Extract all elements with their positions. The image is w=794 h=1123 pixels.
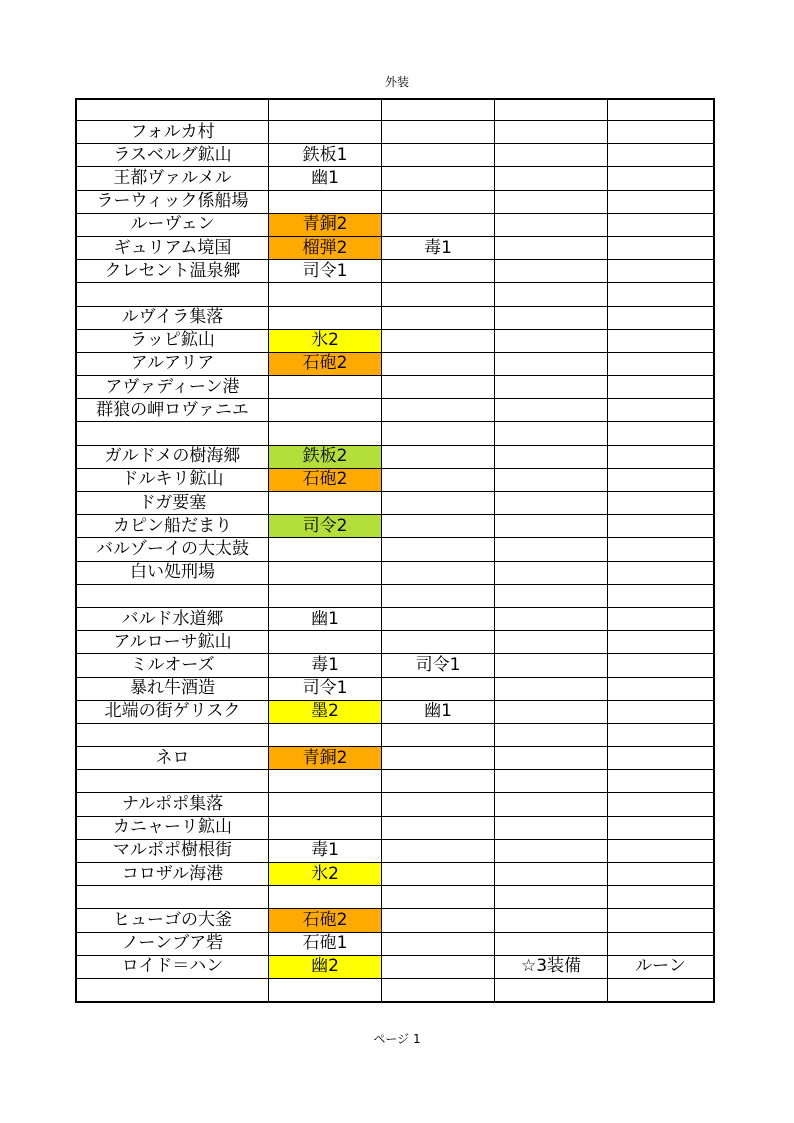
material-cell[interactable]	[608, 468, 715, 491]
table-body	[76, 99, 714, 1002]
location-cell[interactable]: ナルポポ集落	[76, 793, 269, 816]
table-row	[76, 144, 714, 167]
material-cell[interactable]	[608, 376, 715, 399]
material-cell[interactable]	[382, 561, 495, 584]
table-row	[76, 99, 714, 121]
location-cell[interactable]: カピン船だまり	[76, 515, 269, 538]
table-row	[76, 236, 714, 259]
material-cell[interactable]	[382, 144, 495, 167]
material-cell[interactable]	[608, 283, 715, 306]
material-cell[interactable]	[382, 283, 495, 306]
location-cell[interactable]: ラーウィック係船場	[76, 190, 269, 213]
location-cell[interactable]	[76, 283, 269, 306]
material-cell[interactable]	[495, 677, 608, 700]
material-cell[interactable]	[495, 376, 608, 399]
location-cell[interactable]: マルポポ樹根街	[76, 839, 269, 862]
location-cell[interactable]: ドルキリ鉱山	[76, 468, 269, 491]
material-cell[interactable]	[382, 399, 495, 422]
table-row	[76, 283, 714, 306]
material-cell[interactable]	[495, 329, 608, 352]
material-cell[interactable]	[495, 236, 608, 259]
location-cell[interactable]: ガルドメの樹海郷	[76, 445, 269, 468]
material-cell[interactable]	[495, 886, 608, 909]
material-cell[interactable]	[495, 422, 608, 445]
material-cell[interactable]	[608, 99, 715, 121]
material-cell[interactable]	[382, 978, 495, 1002]
material-cell[interactable]: 氷2	[269, 329, 382, 352]
material-cell[interactable]	[382, 121, 495, 144]
material-cell[interactable]	[495, 468, 608, 491]
material-cell[interactable]	[382, 515, 495, 538]
location-cell[interactable]	[76, 770, 269, 793]
material-cell[interactable]: 幽2	[269, 955, 382, 978]
material-cell[interactable]	[608, 121, 715, 144]
location-cell[interactable]: アルローサ鉱山	[76, 631, 269, 654]
page-number: ページ 1	[373, 1032, 421, 1046]
table-row	[76, 329, 714, 352]
table-row	[76, 167, 714, 190]
material-cell[interactable]	[382, 816, 495, 839]
material-cell[interactable]	[495, 723, 608, 746]
material-cell[interactable]: 司令1	[382, 654, 495, 677]
material-cell[interactable]	[608, 793, 715, 816]
material-cell[interactable]	[269, 584, 382, 607]
material-cell[interactable]	[382, 329, 495, 352]
table-row	[76, 538, 714, 561]
table-row	[76, 468, 714, 491]
material-cell[interactable]	[382, 468, 495, 491]
material-cell[interactable]	[608, 538, 715, 561]
location-cell[interactable]: 王都ヴァルメル	[76, 167, 269, 190]
material-cell[interactable]	[495, 863, 608, 886]
material-cell[interactable]	[608, 167, 715, 190]
table-row	[76, 816, 714, 839]
table-row	[76, 607, 714, 630]
material-cell[interactable]	[608, 747, 715, 770]
table-row	[76, 121, 714, 144]
material-cell[interactable]	[382, 770, 495, 793]
material-cell[interactable]	[608, 607, 715, 630]
location-cell[interactable]: アヴァディーン港	[76, 376, 269, 399]
location-cell[interactable]	[76, 723, 269, 746]
material-cell[interactable]	[382, 167, 495, 190]
material-cell[interactable]	[382, 260, 495, 283]
material-cell[interactable]	[608, 352, 715, 375]
material-cell[interactable]	[608, 213, 715, 236]
location-cell[interactable]: ギュリアム境国	[76, 236, 269, 259]
material-cell[interactable]: 司令1	[269, 677, 382, 700]
material-cell[interactable]: 石砲2	[269, 352, 382, 375]
location-cell[interactable]: ラスベルグ鉱山	[76, 144, 269, 167]
material-cell[interactable]	[382, 909, 495, 932]
material-cell[interactable]: 幽1	[269, 607, 382, 630]
material-cell[interactable]: 毒1	[269, 839, 382, 862]
material-cell[interactable]	[495, 909, 608, 932]
table-row	[76, 492, 714, 515]
material-cell[interactable]	[382, 445, 495, 468]
material-cell[interactable]	[608, 770, 715, 793]
material-cell[interactable]	[495, 492, 608, 515]
location-cell[interactable]: ラッピ鉱山	[76, 329, 269, 352]
material-cell[interactable]	[495, 352, 608, 375]
material-cell[interactable]	[495, 190, 608, 213]
table-row	[76, 654, 714, 677]
table-row	[76, 213, 714, 236]
material-cell[interactable]	[495, 561, 608, 584]
material-cell[interactable]	[495, 932, 608, 955]
table-row	[76, 677, 714, 700]
material-cell[interactable]: 石砲2	[269, 468, 382, 491]
material-cell[interactable]	[608, 978, 715, 1002]
location-cell[interactable]: ルヴイラ集落	[76, 306, 269, 329]
material-cell[interactable]: 青銅2	[269, 213, 382, 236]
material-cell[interactable]	[382, 422, 495, 445]
material-cell[interactable]	[495, 793, 608, 816]
location-cell[interactable]	[76, 886, 269, 909]
material-cell[interactable]	[495, 839, 608, 862]
material-cell[interactable]	[608, 631, 715, 654]
material-cell[interactable]	[269, 399, 382, 422]
material-cell[interactable]	[495, 306, 608, 329]
material-cell[interactable]	[495, 213, 608, 236]
table-row	[76, 886, 714, 909]
material-cell[interactable]	[608, 306, 715, 329]
material-cell[interactable]	[382, 584, 495, 607]
table-row	[76, 723, 714, 746]
material-cell[interactable]	[608, 839, 715, 862]
material-cell[interactable]	[608, 700, 715, 723]
material-cell[interactable]: 榴弾2	[269, 236, 382, 259]
table-row	[76, 306, 714, 329]
material-cell[interactable]: 氷2	[269, 863, 382, 886]
material-cell[interactable]	[495, 167, 608, 190]
material-cell[interactable]: 石砲2	[269, 909, 382, 932]
material-cell[interactable]	[608, 236, 715, 259]
location-cell[interactable]: ノーンブア砦	[76, 932, 269, 955]
material-cell[interactable]	[269, 492, 382, 515]
material-cell[interactable]	[382, 538, 495, 561]
table-row	[76, 190, 714, 213]
material-cell[interactable]	[495, 700, 608, 723]
material-cell[interactable]	[269, 538, 382, 561]
material-cell[interactable]	[382, 213, 495, 236]
material-cell[interactable]	[495, 445, 608, 468]
equipment-table	[75, 98, 715, 1003]
location-cell[interactable]: カニャーリ鉱山	[76, 816, 269, 839]
table-row	[76, 770, 714, 793]
table-row	[76, 352, 714, 375]
location-cell[interactable]	[76, 584, 269, 607]
material-cell[interactable]: 青銅2	[269, 747, 382, 770]
material-cell[interactable]: ☆3装備	[495, 955, 608, 978]
location-cell[interactable]: ミルオーズ	[76, 654, 269, 677]
table-row	[76, 260, 714, 283]
material-cell[interactable]	[269, 376, 382, 399]
location-cell[interactable]: ヒューゴの大釜	[76, 909, 269, 932]
material-cell[interactable]	[608, 723, 715, 746]
material-cell[interactable]	[382, 863, 495, 886]
table-row	[76, 584, 714, 607]
material-cell[interactable]	[382, 932, 495, 955]
material-cell[interactable]	[608, 932, 715, 955]
material-cell[interactable]	[608, 863, 715, 886]
material-cell[interactable]	[608, 422, 715, 445]
material-cell[interactable]	[608, 492, 715, 515]
table-row	[76, 909, 714, 932]
material-cell[interactable]	[495, 631, 608, 654]
material-cell[interactable]	[269, 283, 382, 306]
table-row	[76, 793, 714, 816]
material-cell[interactable]	[608, 329, 715, 352]
material-cell[interactable]: 鉄板2	[269, 445, 382, 468]
material-cell[interactable]	[269, 816, 382, 839]
material-cell[interactable]	[382, 955, 495, 978]
material-cell[interactable]	[495, 747, 608, 770]
material-cell[interactable]	[495, 770, 608, 793]
material-cell[interactable]	[608, 144, 715, 167]
material-cell[interactable]	[269, 723, 382, 746]
location-cell[interactable]: 群狼の岬ロヴァニエ	[76, 399, 269, 422]
material-cell[interactable]	[382, 607, 495, 630]
material-cell[interactable]	[382, 723, 495, 746]
material-cell[interactable]	[382, 886, 495, 909]
location-cell[interactable]: フォルカ村	[76, 121, 269, 144]
material-cell[interactable]	[608, 190, 715, 213]
material-cell[interactable]	[269, 886, 382, 909]
material-cell[interactable]	[382, 352, 495, 375]
material-cell[interactable]	[495, 399, 608, 422]
material-cell[interactable]	[608, 909, 715, 932]
location-cell[interactable]: バルド水道郷	[76, 607, 269, 630]
material-cell[interactable]	[269, 793, 382, 816]
location-cell[interactable]: アルアリア	[76, 352, 269, 375]
material-cell[interactable]	[382, 190, 495, 213]
material-cell[interactable]	[495, 538, 608, 561]
material-cell[interactable]	[382, 793, 495, 816]
location-cell[interactable]: バルゾーイの大太鼓	[76, 538, 269, 561]
material-cell[interactable]	[495, 121, 608, 144]
material-cell[interactable]	[382, 376, 495, 399]
location-cell[interactable]: ルーヴェン	[76, 213, 269, 236]
material-cell[interactable]	[608, 561, 715, 584]
material-cell[interactable]	[382, 631, 495, 654]
material-cell[interactable]	[495, 144, 608, 167]
table-row	[76, 445, 714, 468]
location-cell[interactable]: クレセント温泉郷	[76, 260, 269, 283]
material-cell[interactable]: 毒1	[382, 236, 495, 259]
material-cell[interactable]	[495, 654, 608, 677]
material-cell[interactable]	[608, 515, 715, 538]
material-cell[interactable]	[608, 886, 715, 909]
sheet-title: 外装	[384, 75, 409, 89]
table-row	[76, 422, 714, 445]
material-cell[interactable]	[608, 816, 715, 839]
location-cell[interactable]	[76, 978, 269, 1002]
location-cell[interactable]: 白い処刑場	[76, 561, 269, 584]
material-cell[interactable]: 鉄板1	[269, 144, 382, 167]
table-row	[76, 399, 714, 422]
material-cell[interactable]: 司令1	[269, 260, 382, 283]
material-cell[interactable]: 司令2	[269, 515, 382, 538]
material-cell[interactable]	[382, 747, 495, 770]
material-cell[interactable]	[495, 584, 608, 607]
material-cell[interactable]	[608, 445, 715, 468]
table-row	[76, 561, 714, 584]
material-cell[interactable]	[382, 306, 495, 329]
location-cell[interactable]	[76, 422, 269, 445]
material-cell[interactable]	[269, 978, 382, 1002]
material-cell[interactable]	[382, 99, 495, 121]
material-cell[interactable]	[608, 654, 715, 677]
material-cell[interactable]	[608, 584, 715, 607]
material-cell[interactable]	[608, 260, 715, 283]
table-row	[76, 376, 714, 399]
material-cell[interactable]	[495, 816, 608, 839]
material-cell[interactable]	[269, 121, 382, 144]
material-cell[interactable]	[382, 492, 495, 515]
material-cell[interactable]: 幽1	[382, 700, 495, 723]
table-row	[76, 932, 714, 955]
material-cell[interactable]	[382, 677, 495, 700]
location-cell[interactable]: ロイド＝ハン	[76, 955, 269, 978]
material-cell[interactable]	[269, 99, 382, 121]
table-row	[76, 700, 714, 723]
location-cell[interactable]: 暴れ牛酒造	[76, 677, 269, 700]
table-row	[76, 978, 714, 1002]
material-cell[interactable]	[269, 422, 382, 445]
location-cell[interactable]	[76, 99, 269, 121]
material-cell[interactable]	[495, 283, 608, 306]
table-row	[76, 863, 714, 886]
material-cell[interactable]: 毒1	[269, 654, 382, 677]
location-cell[interactable]: ドガ要塞	[76, 492, 269, 515]
material-cell[interactable]	[608, 399, 715, 422]
location-cell[interactable]: ネロ	[76, 747, 269, 770]
table-row	[76, 747, 714, 770]
material-cell[interactable]: 墨2	[269, 700, 382, 723]
location-cell[interactable]: コロザル海港	[76, 863, 269, 886]
material-cell[interactable]	[495, 260, 608, 283]
material-cell[interactable]	[269, 190, 382, 213]
material-cell[interactable]	[382, 839, 495, 862]
material-cell[interactable]	[269, 770, 382, 793]
material-cell[interactable]	[495, 515, 608, 538]
table-row	[76, 515, 714, 538]
material-cell[interactable]	[269, 306, 382, 329]
table-row	[76, 955, 714, 978]
material-cell[interactable]: ルーン	[608, 955, 715, 978]
material-cell[interactable]	[495, 607, 608, 630]
material-cell[interactable]	[495, 978, 608, 1002]
table-row	[76, 631, 714, 654]
material-cell[interactable]	[495, 99, 608, 121]
material-cell[interactable]: 石砲1	[269, 932, 382, 955]
location-cell[interactable]: 北端の街ゲリスク	[76, 700, 269, 723]
material-cell[interactable]: 幽1	[269, 167, 382, 190]
material-cell[interactable]	[269, 561, 382, 584]
material-cell[interactable]	[269, 631, 382, 654]
material-cell[interactable]	[608, 677, 715, 700]
table-row	[76, 839, 714, 862]
